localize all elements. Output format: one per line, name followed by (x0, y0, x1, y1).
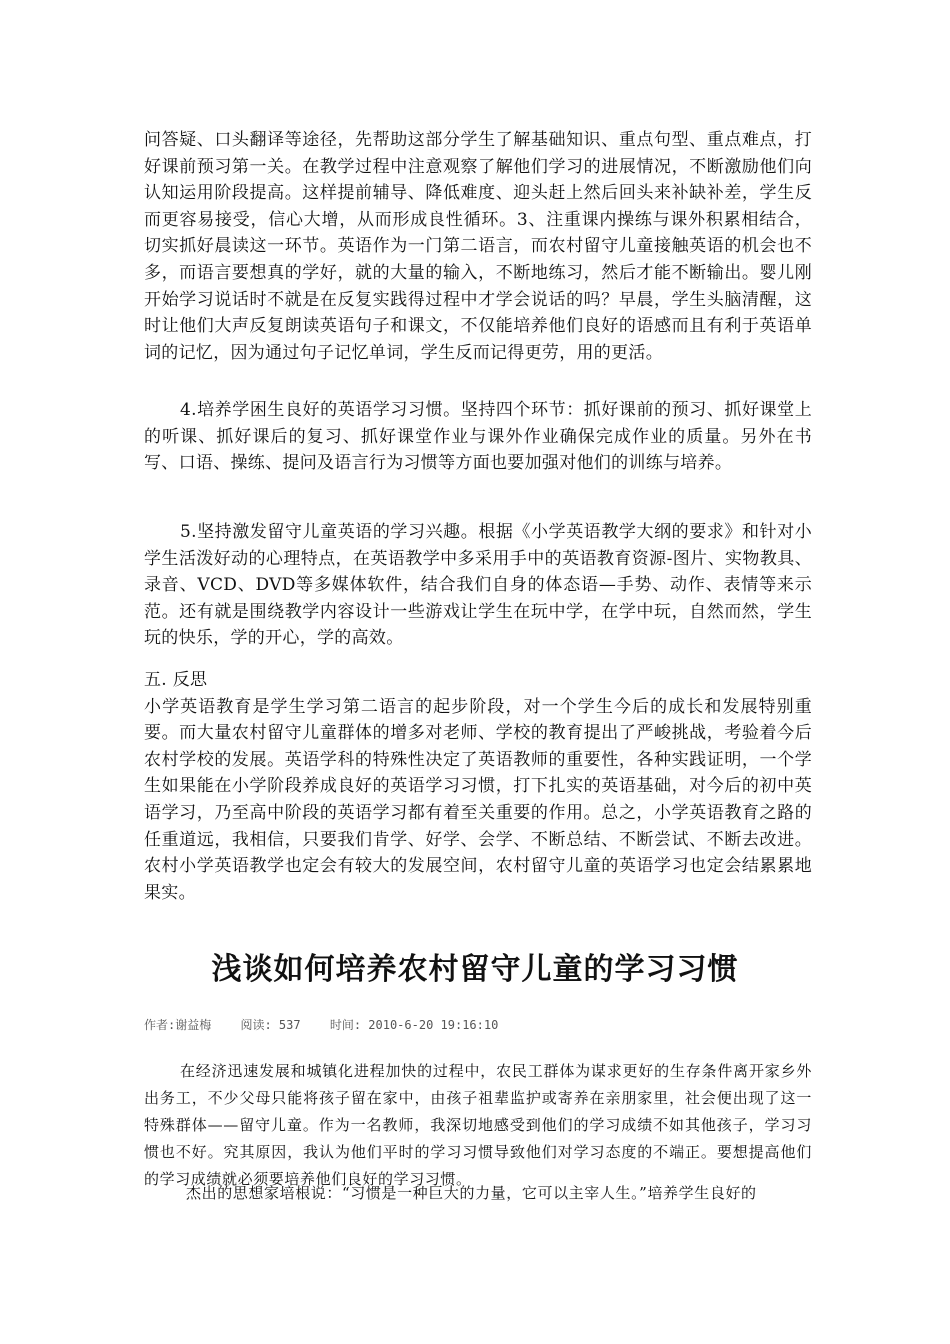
article-time: 时间: 2010-6-20 19:16:10 (329, 1018, 499, 1032)
paragraph-learning-habits: 4.培养学困生良好的英语学习习惯。坚持四个环节：抓好课前的预习、抓好课堂上的听课、抓好课后的复习、抓好课堂作业与课外作业确保完成作业的质量。另外在书写、口语、操练、提问及语言行为习惯等方面也要加强对他们的训练与培养。 (144, 400, 812, 474)
reflection-section (144, 667, 812, 906)
article-paragraph-quote: 杰出的思想家培根说：“习惯是一种巨大的力量，它可以主宰人生。”培养学生良好的 (186, 1184, 757, 1202)
section-heading-reflection: 五. 反思 (144, 670, 208, 690)
paragraph-learning-interest: 5.坚持激发留守儿童英语的学习兴趣。根据《小学英语教学大纲的要求》和针对小学生活泼好动的心理特点，在英语教学中多采用手中的英语教育资源-图片、实物教具、录音、VCD、DVD等多媒体软件，结合我们自身的体态语—手势、动作、表情等来示范。还有就是围绕教学内容设计一些游戏让学生在玩中学，在学中玩，自然而然，学生玩的快乐，学的开心，学的高效。 (144, 522, 812, 649)
article-author: 作者:谢益梅 (144, 1018, 212, 1032)
paragraph-study-guidance: 问答疑、口头翻译等途径，先帮助这部分学生了解基础知识、重点句型、重点难点，打好课前预习第一关。在教学过程中注意观察了解他们学习的进展情况，不断激励他们向认知运用阶段提高。这样提前辅导、降低难度、迎头赶上然后回头来补缺补差，学生反而更容易接受，信心大增，从而形成良性循环。3、注重课内操练与课外积累相结合，切实抓好晨读这一环节。英语作为一门第二语言，而农村留守儿童接触英语的机会也不多，而语言要想真的学好，就的大量的输入，不断地练习，然后才能不断输出。婴儿刚开始学习说话时不就是在反复实践得过程中才学会说话的吗？早晨，学生头脑清醒，这时让他们大声反复朗读英语句子和课文，不仅能培养他们良好的语感而且有利于英语单词的记忆，因为通过句子记忆单词，学生反而记得更劳，用的更活。 (144, 130, 812, 363)
article-meta (144, 1016, 520, 1033)
article-reads: 阅读: 537 (240, 1018, 301, 1032)
paragraph-reflection: 小学英语教育是学生学习第二语言的起步阶段，对一个学生今后的成长和发展特别重要。而大量农村留守儿童群体的增多对老师、学校的教育提出了严峻挑战，考验着今后农村学校的发展。英语学科的特殊性决定了英语教师的重要性，各种实践证明，一个学生如果能在小学阶段养成良好的英语学习习惯，打下扎实的英语基础，对今后的初中英语学习，乃至高中阶段的英语学习都有着至关重要的作用。总之，小学英语教育之路的任重道远，我相信，只要我们肯学、好学、会学、不断总结、不断尝试、不断去改进。农村小学英语教学也定会有较大的发展空间，农村留守儿童的英语学习也定会结累累地果实。 (144, 696, 812, 903)
article-paragraph-intro: 在经济迅速发展和城镇化进程加快的过程中，农民工群体为谋求更好的生存条件离开家乡外出务工，不少父母只能将孩子留在家中，由孩子祖辈监护或寄养在亲朋家里，社会便出现了这一特殊群体——留守儿童。作为一名教师，我深切地感受到他们的学习成绩不如其他孩子，学习习惯也不好。究其原因，我认为他们平时的学习习惯导致他们对学习态度的不端正。要想提高他们的学习成绩就必须要培养他们良好的学习习惯。 (144, 1062, 812, 1188)
article-title: 浅谈如何培养农村留守儿童的学习习惯 (211, 952, 739, 987)
